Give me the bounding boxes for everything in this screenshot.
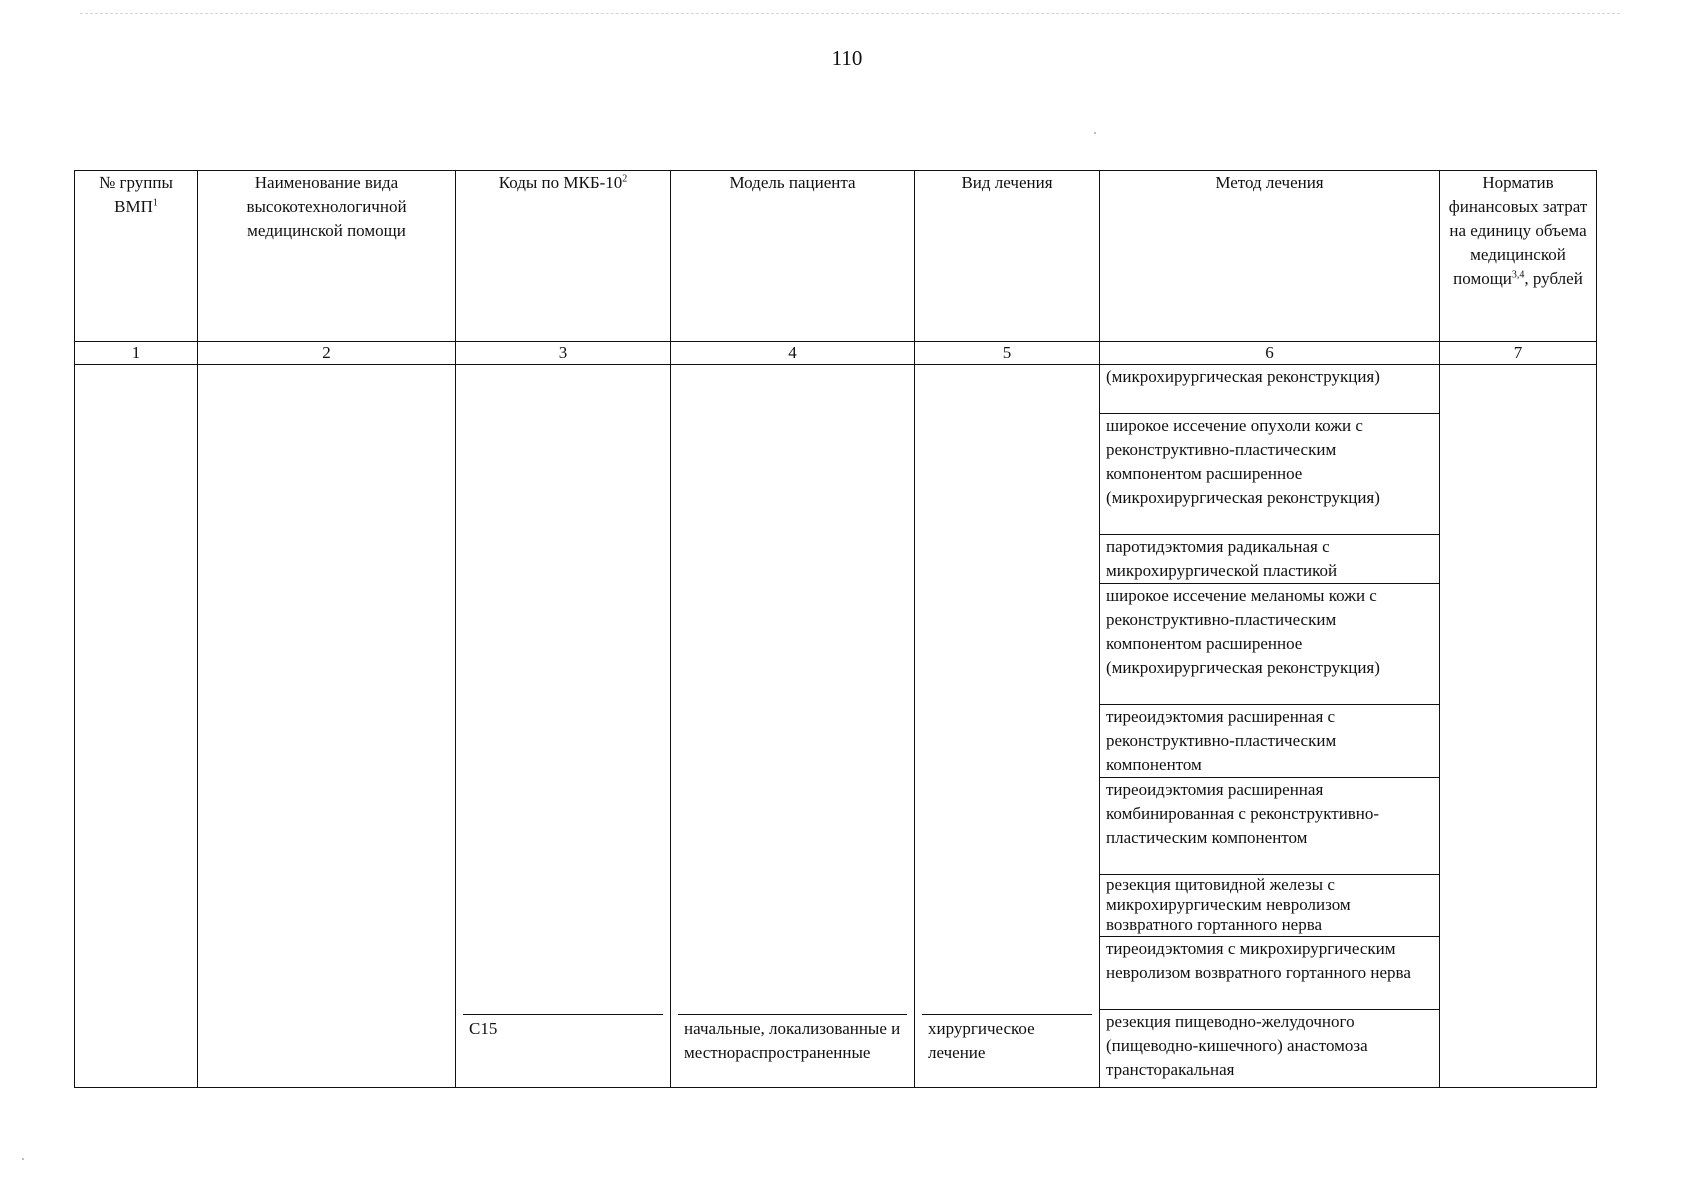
scan-artifact-line [80,13,1620,14]
column-number: 1 [75,342,198,365]
column-number: 5 [915,342,1100,365]
method-item: (микрохирургическая реконструкция) [1100,365,1439,414]
treatment-method-cell [1100,365,1440,1088]
column-number: 2 [198,342,456,365]
header-group-number: № группы ВМП$^1$ [75,171,198,342]
method-item: резекция щитовидной железы с микрохирургическим невролизом возвратного гортанного нерва [1100,875,1439,937]
page-number: 110 [831,46,863,70]
header-treatment-type: Вид лечения [915,171,1100,342]
method-item: широкое иссечение меланомы кожи с реконструктивно-пластическим компонентом расширенное (микрохирургическая реконструкция) [1100,584,1439,705]
method-item: тиреоидэктомия с микрохирургическим невролизом возвратного гортанного нерва [1100,937,1439,1010]
header-cost-norm: Норматив финансовых затрат на единицу объема медицинской помощи$^{3,4}$, рублей [1440,171,1597,342]
icd-code-c15: C15 [463,1014,663,1087]
scan-speck [22,1158,24,1160]
method-item: паротидэктомия радикальная с микрохирургической пластикой [1100,535,1439,584]
patient-model-cell [671,365,915,1088]
treatment-type-text: хирургическое лечение [922,1014,1092,1087]
cost-norm-cell [1440,365,1597,1088]
method-item: резекция пищеводно-желудочного (пищеводно-кишечного) анастомоза трансторакальная [1106,1012,1368,1079]
column-number: 7 [1440,342,1597,365]
method-item: тиреоидэктомия расширенная с реконструктивно-пластическим компонентом [1100,705,1439,778]
column-number: 3 [456,342,671,365]
header-icd-codes: Коды по МКБ-$10^2$ [456,171,671,342]
column-number-row [75,342,1597,365]
group-number-cell [75,365,198,1088]
icd-codes-cell [456,365,671,1088]
table-row [75,365,1597,1088]
patient-model-text: начальные, локализованные и местнораспространенные [678,1014,907,1087]
treatment-type-cell [915,365,1100,1088]
header-care-name: Наименование вида высокотехнологичной медицинской помощи [198,171,456,342]
header-treatment-method: Метод лечения [1100,171,1440,342]
header-row [75,171,1597,342]
column-number: 4 [671,342,915,365]
method-item: широкое иссечение опухоли кожи с реконструктивно-пластическим компонентом расширенное (микрохирургическая реконструкция) [1100,414,1439,535]
header-patient-model: Модель пациента [671,171,915,342]
method-item: тиреоидэктомия расширенная комбинированная с реконструктивно-пластическим компонентом [1100,778,1439,875]
column-number: 6 [1100,342,1440,365]
scan-speck [1094,132,1096,134]
care-name-cell [198,365,456,1088]
treatment-table [74,170,1597,1088]
